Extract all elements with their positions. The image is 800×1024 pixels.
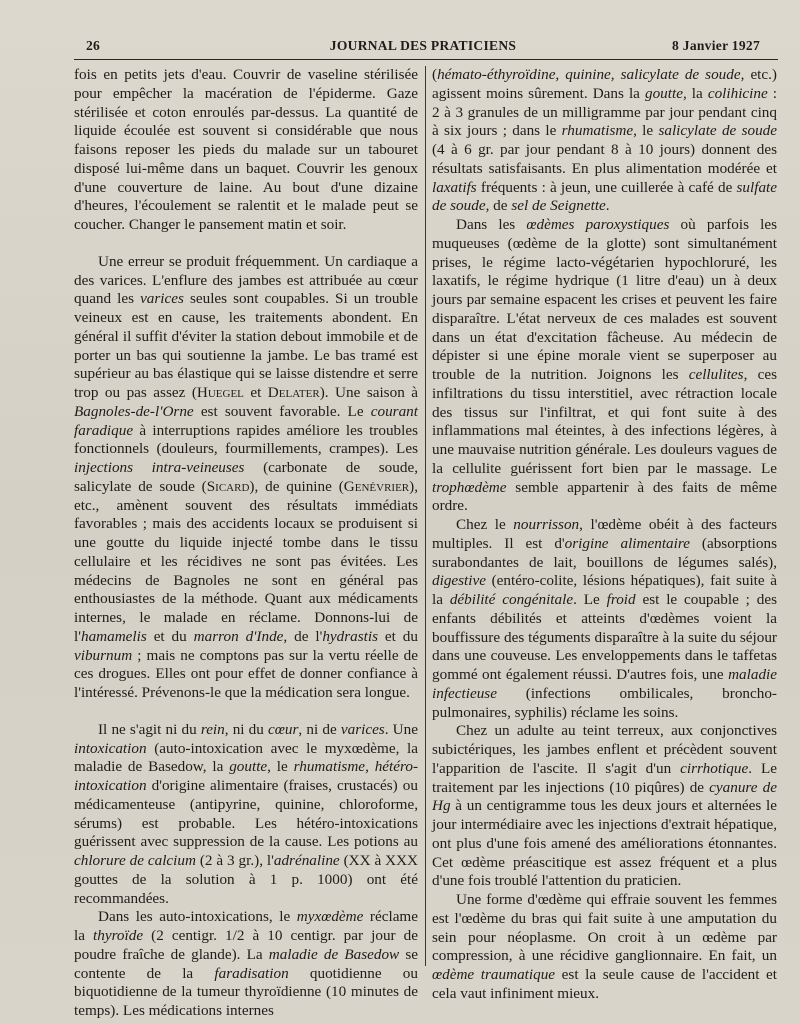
paragraph	[74, 253, 418, 703]
text-run: varices	[340, 720, 385, 738]
text-run: réclame la	[74, 908, 418, 944]
paragraph	[432, 516, 777, 722]
text-run: rhumatisme	[561, 122, 634, 140]
text-run: laxatifs	[432, 178, 477, 196]
right-column	[432, 66, 777, 1004]
text-run: (entéro-colite, lésions hépatiques), fait suite à la	[432, 572, 777, 608]
text-run: , la	[682, 84, 708, 102]
text-run: rhumatisme	[293, 758, 366, 776]
text-run: adrénaline	[273, 852, 340, 869]
text-run: est souvent favorable. Le	[193, 402, 371, 420]
text-run: (infections ombilicales, broncho-pulmonaires, syphilis) réclame les soins.	[432, 684, 777, 721]
text-run: Chez un adulte au teint terreux, aux conjonctives subictériques, les jambes enflent et précèdent souvent l'apparition de l'ascite. Il s'agit d'un	[432, 722, 777, 777]
text-run: , le	[633, 122, 659, 140]
text-run: cœur	[268, 720, 299, 738]
text-run: (2 centigr. 1/2 à 10 centigr. par jour de poudre fraîche de glande). La	[74, 927, 418, 963]
text-run: d'origine alimentaire (fraises, crustacés) ou médicamenteuse (antipyrine, quinine, chloroforme, sérums) est probable. Les hétéro-intoxications guérissent avec suppression de la cause. Les potions au	[74, 777, 418, 851]
text-run: Dans les	[456, 216, 527, 233]
text-run: Une erreur se produit fréquemment. Un cardiaque a des varices. L'enflure des jambes est attribuée au cœur quand les	[74, 252, 418, 308]
text-run: et	[243, 384, 268, 401]
text-run: salicylate de soude	[658, 122, 778, 140]
journal-title: JOURNAL DES PRATICIENS	[329, 38, 517, 53]
text-run: cellulites	[688, 366, 744, 383]
text-run: Chez le	[456, 516, 514, 533]
author-name: Huegel	[196, 384, 244, 401]
text-run: est le coupable ; des enfants débilités et atteints d'œdèmes voient la bouffissure des téguments disparaître à la suite du séjour dans une couveuse. Les enveloppements dans le taffetas gommé ont également réussi. D'autres fois, une	[432, 591, 777, 683]
text-run: injections intra-veineuses	[74, 459, 245, 476]
running-header	[86, 36, 760, 58]
text-run: , de l'	[283, 627, 323, 645]
text-run: intoxication	[74, 739, 147, 757]
header-rule	[74, 59, 778, 60]
text-run: origine alimentaire	[564, 534, 690, 552]
text-run: est la seule cause de l'accident et cela vaut infiniment mieux.	[432, 966, 777, 1002]
text-run: (4 à 6 gr. par jour pendant 8 à 10 jours) donnent des résultats satisfaisants. En plus alimentation modérée et	[432, 141, 777, 177]
text-run: .	[605, 197, 610, 215]
text-run: (XX à XXX gouttes de la solution à 1 p. 1000) ont été recommandées.	[74, 852, 419, 907]
paragraph	[432, 722, 777, 891]
text-run: et du	[146, 627, 194, 645]
text-run: fréquents : à jeun, une cuillerée à café de	[476, 178, 737, 196]
text-run: . Le	[573, 591, 607, 608]
text-run: sulfate de soude	[432, 178, 777, 215]
text-run: fois en petits jets d'eau. Couvrir de vaseline stérilisée pour empêcher la macération de l'épiderme. Gaze stérilisée et coton enroulés par-dessus. La quantité de liquide écoulée est souvent si considérable que nous faisons reposer les pieds du malade sur un tabouret disposé lui-même dans un baquet. Couvrir les genoux d'une couverture de laine. Au bout d'une dizaine d'heures, l'écoulement se ralentit et le malade peut se coucher. Changer le pansement matin et soir.	[74, 66, 418, 233]
text-run: cirrhotique	[680, 759, 749, 777]
text-run: seules sont coupables. Si un trouble veineux est en cause, les traitements abondent. En général il suffit d'éviter la station debout immobile et de porter un bas qui soutienne la jambe. Le bas tramé est supérieur au bas élastique qui se laisse distendre et serre trop ou pas assez (	[74, 290, 418, 401]
text-run: , etc.) agissent moins sûrement. Dans la	[432, 66, 777, 102]
text-run: Dans les auto-intoxications, le	[98, 908, 297, 926]
text-run: (absorptions surabondantes de lait, bouillons de légumes salés),	[432, 534, 777, 571]
text-run: faradisation	[214, 964, 289, 982]
text-run: Il ne s'agit ni du	[98, 720, 201, 738]
text-run: , le	[267, 758, 294, 776]
text-run: débilité congénitale	[449, 591, 574, 608]
text-run: œdèmes paroxystiques	[526, 216, 670, 233]
text-run: ,	[365, 758, 375, 776]
text-run: ), de quinine (	[249, 477, 344, 495]
text-run: (2 à 3 gr.), l'	[195, 852, 274, 869]
text-run: myxœdème	[296, 908, 364, 926]
paragraph	[432, 66, 777, 216]
text-run: , ces infiltrations du tissu interstitiel, avec rétraction locale des tissus sur l'infiltrat, et qui font suite à des inflammations mal éteintes, à des infections légères, à une mauvaise nutrition générale. Les douleurs vagues de la cellulite guérissent fort bien par le massage. Le	[432, 366, 777, 477]
text-run: où parfois les muqueuses (œdème de la glotte) sont simultanément prises, le régime lacto-végétarien hypochloruré, les laxatifs, le régime hydrique (1 litre d'eau) un à deux jours par semaine espacent les crises et peuvent les faire disparaître. L'état nerveux de ces malades est souvent dans un état d'excitation fâcheuse. Au médecin de dépister si une épine morale vient se superposer au trouble de la nutrition. Joignons les	[432, 216, 777, 383]
text-run: hétéro-intoxication	[74, 758, 418, 794]
author-name: Delater	[267, 384, 320, 401]
text-run: , ni de	[298, 720, 341, 738]
text-run: semble appartenir à des faits de même ordre.	[432, 478, 777, 515]
text-run: varices	[140, 290, 184, 308]
text-run: (	[432, 66, 438, 83]
text-run: à interruptions rapides améliore les troubles fonctionnels (douleurs, fourmillements, crampes). Les	[74, 421, 418, 458]
paragraph	[432, 891, 777, 1004]
text-run: hémato-éthyroïdine, quinine, salicylate de soude	[437, 66, 741, 83]
text-run: et du	[378, 627, 418, 645]
text-run: quotidienne ou biquotidienne de la tumeur thyroïdienne (10 minutes de temps). Les médications internes	[74, 964, 418, 1019]
left-column	[74, 66, 418, 1021]
paragraph	[74, 721, 418, 909]
text-run: froid	[606, 591, 636, 608]
text-run: nourrisson	[513, 516, 580, 533]
text-run: goutte	[644, 84, 683, 102]
text-run: . Le traitement par les injections (10 piqûres) de	[432, 759, 777, 796]
text-run: cyanure de Hg	[432, 778, 777, 815]
issue-date: 8 Janvier 1927	[672, 38, 760, 53]
text-run: viburnum	[74, 646, 133, 664]
text-run: (carbonate de soude, salicylate de soude (	[74, 459, 418, 495]
text-run: marron d'Inde	[193, 627, 284, 645]
text-run: chlorure de calcium	[74, 852, 196, 869]
page-number: 26	[86, 38, 101, 53]
author-name: Sicard	[206, 477, 250, 495]
text-run: (auto-intoxication avec le myxœdème, la maladie de Basedow, la	[74, 739, 418, 776]
text-run: ; mais ne comptons pas sur la vertu réelle de ces drogues. Elles ont pour effet de donner confiance à l'intéressé. Prévenons-le que la médication sera longue.	[74, 646, 418, 701]
text-run: maladie infectieuse	[432, 666, 777, 702]
paragraph	[432, 216, 777, 516]
text-run: hamamelis	[80, 627, 147, 645]
text-run: goutte	[229, 758, 268, 776]
text-run: hydrastis	[322, 627, 379, 645]
text-run: courant faradique	[74, 402, 418, 439]
text-run: rein	[200, 720, 225, 738]
text-run: Bagnoles-de-l'Orne	[74, 402, 194, 420]
column-divider	[425, 66, 426, 966]
text-run: , l'œdème obéit à des facteurs multiples. Il est d'	[432, 516, 777, 552]
text-run: : 2 à 3 granules de un milligramme par jour pendant cinq à six jours ; dans le	[432, 84, 777, 140]
text-run: Une forme d'œdème qui effraie souvent les femmes est l'œdème du bras qui fait suite à une amputation du sein pour néoplasme. On croit à un œdème par compression, à une récidive ganglionnaire. En fait, un	[432, 891, 777, 965]
text-run: trophœdème	[432, 478, 507, 496]
text-run: digestive	[432, 572, 486, 590]
text-run: se contente de la	[74, 945, 419, 982]
text-run: ). Une saison à	[319, 384, 418, 401]
text-run: thyroïde	[93, 927, 144, 944]
text-run: , ni du	[224, 720, 269, 738]
text-run: sel de Seignette	[511, 197, 606, 215]
text-run: à un centigramme tous les deux jours et alternées le jour intermédiaire avec les injections d'extrait hépatique, ont plus d'une fois amené des améliorations étonnantes. Cet œdème préascitique est assez fréquent et a plus d'une fois troublé l'attention du praticien.	[432, 797, 777, 890]
text-run: œdème traumatique	[432, 966, 556, 983]
text-run: . Une	[384, 720, 418, 738]
paragraph	[74, 66, 418, 235]
author-name: Genévrier	[343, 477, 410, 495]
text-run: maladie de Basedow	[268, 945, 400, 963]
text-run: colihicine	[707, 84, 768, 102]
paragraph	[74, 908, 418, 1021]
text-run: , de	[485, 197, 512, 215]
text-run: ), etc., amènent souvent des résultats immédiats favorables ; mais des accidents locaux se produisent si une goutte du liquide injecté tombe dans le tissu cellulaire et les récidives ne sont pas évitées. Les médecins de Bagnoles ne sont en général pas enthousiastes de la méthode. Quant aux médicaments internes, le malade en réclame. Donnons-lui de l'	[74, 477, 418, 645]
